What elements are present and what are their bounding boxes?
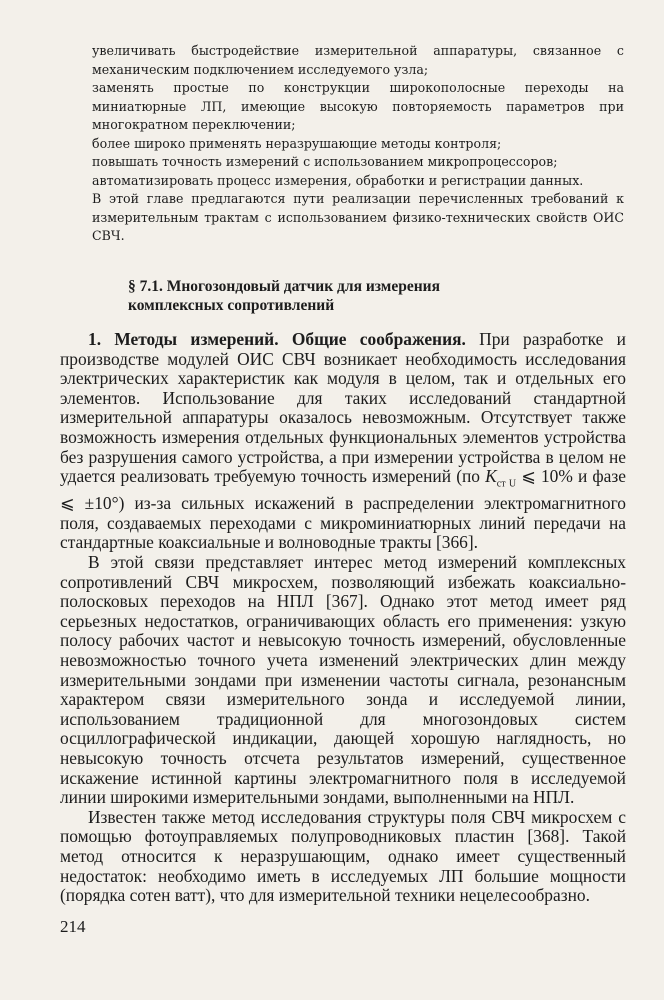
section-title-line1: Многозондовый датчик для измерения [166,278,440,295]
intro-list [92,42,624,246]
page-number: 214 [60,917,86,936]
paragraph-1-text-a: При разработке и производстве модулей ОИС СВЧ возникает необходимость исследования электрических характеристик как модуля в целом, так и отдельных его элементов. Использование для таких исследований стандартной измерительной аппаратуры оказалось невозможным. Отсутствует также возможность измерения отдельных функциональных элементов устройства без разрушения самого устройства, а при измерении устройства в целом не удается реализовать требуемую точность измерений (по [60,329,626,487]
intro-item: увеличивать быстродействие измерительной аппаратуры, связанное с механическим подключением исследуемого узла; [92,43,624,77]
intro-item: повышать точность измерений с использованием микропроцессоров; [92,154,558,169]
intro-item: автоматизировать процесс измерения, обработки и регистрации данных. [92,172,584,188]
intro-paragraph: В этой главе предлагаются пути реализации перечисленных требований к измерительным трактам с использованием физико-технических свойств ОИС СВЧ. [92,191,624,243]
section-title-line2: комплексных сопротивлений [128,297,335,314]
paragraph-1-text-b: ⩽ 10% и фазе ⩽ ±10°) из-за сильных искажений в распределении электромагнитного поля, создаваемых переходами с микроминиатюрных линий передачи на стандартные коаксиальные и волноводные тракты [366]. [60,466,626,553]
subsection-lead: 1. Методы измерений. Общие соображения. [88,329,466,349]
paragraph-2: В этой связи представляет интерес метод измерений комплексных сопротивлений СВЧ микросхем, позволяющий избежать коаксиально-полосковых переходов на НПЛ [367]. Однако этот метод имеет ряд серьезных недостатков, ограничивающих область его применения: узкую полосу рабочих частот и невысокую точность измерений, обусловленные невозможностью точного учета изменений электрических длин между измерительными зондами при изменении частоты сигнала, резонансным характером связи измерительного зонда и исследуемой линии, использованием традиционной для многозондовых систем осциллографической индикации, дающей хорошую наглядность, но невысокую точность отсчета результатов измерений, существенное искажение истинной картины электромагнитного поля в исследуемой линии широкими измерительными зондами, выполненными на НПЛ. [60,552,626,808]
k-subscript: ст U [496,478,517,490]
paragraph-1 [60,330,626,553]
intro-item: более широко применять неразрушающие методы контроля; [92,135,502,151]
body-text [60,330,626,906]
section-heading [128,277,568,315]
intro-item: заменять простые по конструкции широкополосные переходы на миниатюрные ЛП, имеющие высокую повторяемость параметров при многократном переключении; [92,80,624,132]
k-symbol: K [485,466,497,487]
paragraph-3: Известен также метод исследования структуры поля СВЧ микросхем с помощью фотоуправляемых полупроводниковых пластин [368]. Такой метод относится к неразрушающим, однако имеет существенный недостаток: необходимо иметь в исследуемых ЛП большие мощности (порядка сотен ватт), что для измерительной техники нецелесообразно. [60,806,626,906]
section-number: § 7.1. [128,278,163,295]
